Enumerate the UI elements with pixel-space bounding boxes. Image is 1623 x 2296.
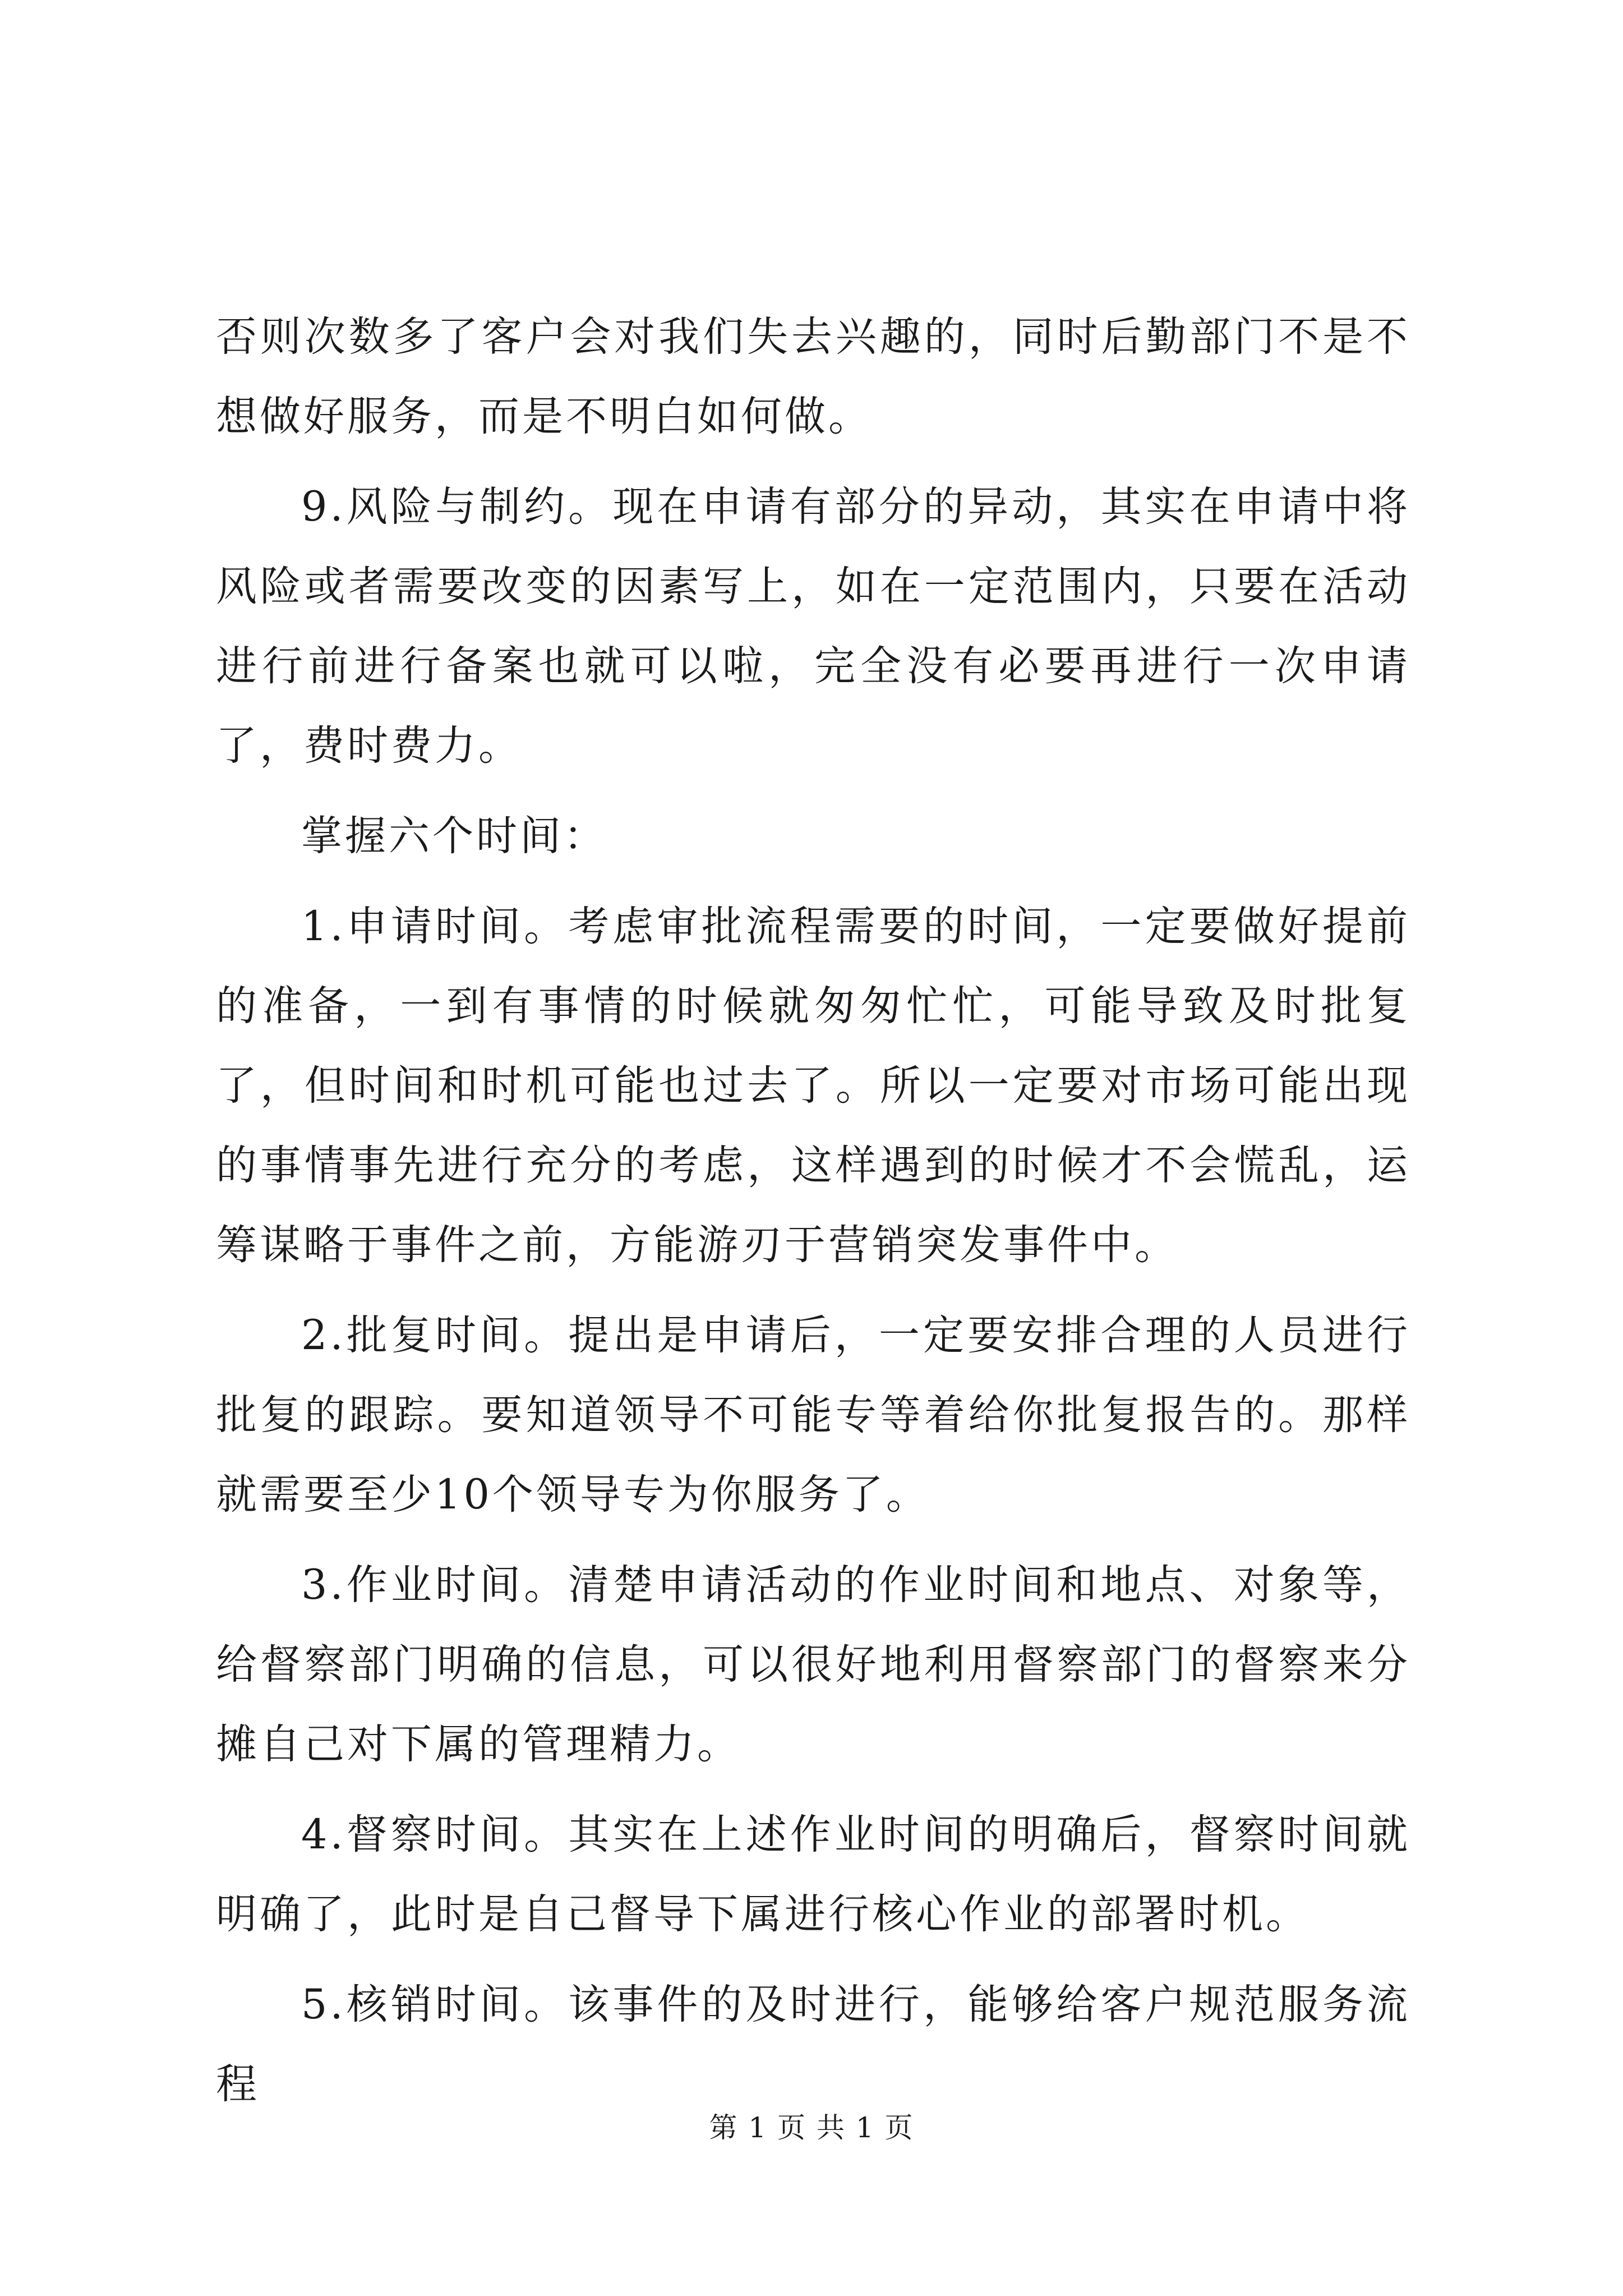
paragraph-item-5: 5.核销时间。该事件的及时进行，能够给客户规范服务流程 [216,1981,1410,2108]
paragraph-item-4: 4.督察时间。其实在上述作业时间的明确后，督察时间就明确了，此时是自己督导下属进行核心作业的部署时机。 [216,1811,1410,1938]
page-footer [0,2108,1623,2147]
document-body [216,297,1410,2135]
paragraph-item-2: 2.批复时间。提出是申请后，一定要安排合理的人员进行批复的跟踪。要知道领导不可能专等着给你批复报告的。那样就需要至少10个领导专为你服务了。 [216,1312,1410,1519]
paragraph-item-3: 3.作业时间。清楚申请活动的作业时间和地点、对象等，给督察部门明确的信息，可以很好地利用督察部门的督察来分摊自己对下属的管理精力。 [216,1561,1410,1768]
section-heading-six-times: 掌握六个时间： [301,812,607,860]
paragraph-item-9: 9.风险与制约。现在申请有部分的异动，其实在申请中将风险或者需要改变的因素写上，如在一定范围内，只要在活动进行前进行备案也就可以啦，完全没有必要再进行一次申请了，费时费力。 [216,483,1410,770]
page-number-label: 第 1 页 共 1 页 [709,2111,914,2144]
paragraph-continuation: 否则次数多了客户会对我们失去兴趣的，同时后勤部门不是不想做好服务，而是不明白如何做。 [216,313,1410,440]
paragraph-item-1: 1.申请时间。考虑审批流程需要的时间，一定要做好提前的准备，一到有事情的时候就匆匆忙忙，可能导致及时批复了，但时间和时机可能也过去了。所以一定要对市场可能出现的事情事先进行充分的考虑，这样遇到的时候才不会慌乱，运筹谋略于事件之前，方能游刃于营销突发事件中。 [216,903,1410,1269]
